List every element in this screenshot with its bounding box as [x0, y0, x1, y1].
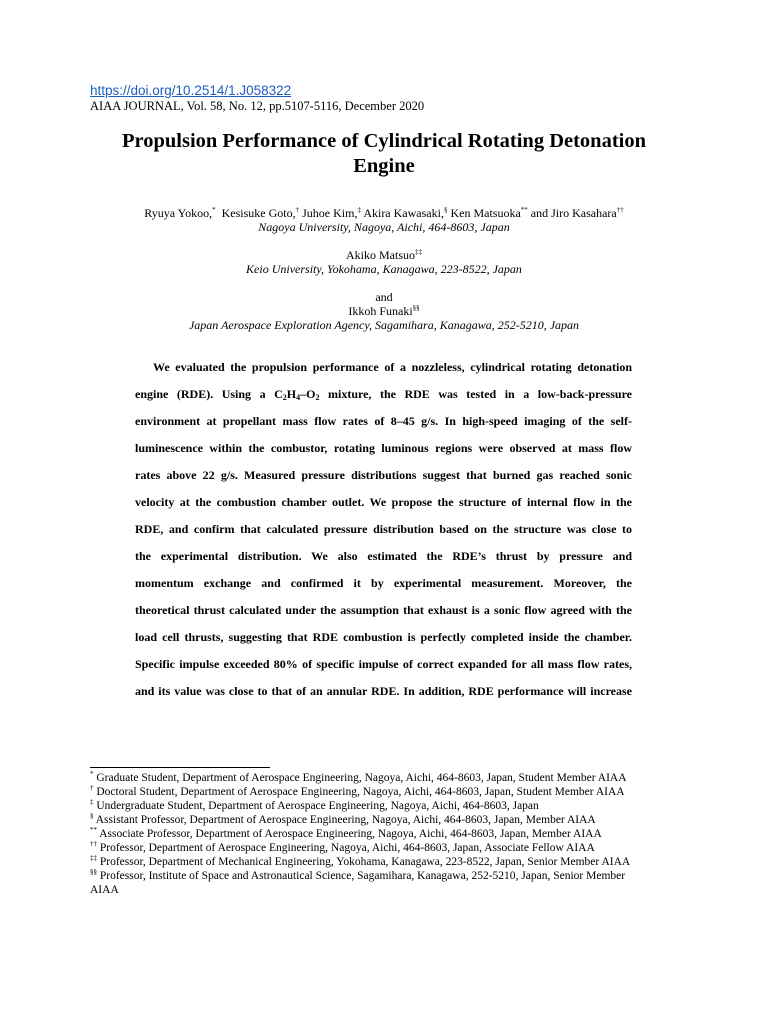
author-name: Ikkoh Funaki [348, 304, 413, 318]
abstract-line: engine (RDE). Using a $C_2H_4-O_2$ mixture, the RDE was tested in a low-back-pressure [135, 387, 633, 402]
footnote-mark: ** [520, 206, 528, 214]
footnote-mark: †† [616, 206, 624, 214]
author-name: Akiko Matsuo [346, 248, 415, 262]
title-line-2: Engine [353, 155, 415, 177]
author-list [60, 206, 708, 220]
footnote: †† Professor, Department of Aerospace Engineering, Nagoya, Aichi, 464-8603, Japan, Associate Fellow AIAA [90, 840, 595, 854]
author-name: Akira Kawasaki, [363, 206, 444, 220]
footnote-mark: * [212, 206, 216, 214]
footnote-mark: ‡ [357, 206, 361, 214]
author-matsuo [60, 248, 708, 262]
author-name: Ryuya Yokoo, [144, 206, 213, 220]
abstract-line: Specific impulse exceeded 80% of specific impulse of correct expanded for all mass flow rates, [135, 657, 632, 671]
author-name: Jiro Kasahara [551, 206, 617, 220]
footnote: ‡‡ Professor, Department of Mechanical Engineering, Yokohama, Kanagawa, 223-8522, Japan, Senior Member AIAA [90, 854, 631, 868]
abstract-line: RDE, and confirm that calculated pressure distribution based on the structure was close to [135, 522, 632, 536]
footnote-divider [90, 767, 270, 768]
footnote: § Assistant Professor, Department of Aerospace Engineering, Nagoya, Aichi, 464-8603, Japan, Member AIAA [90, 812, 596, 826]
footnote-mark: † [295, 206, 300, 214]
footnote-continuation: AIAA [90, 884, 119, 896]
abstract [135, 354, 632, 705]
journal-citation: AIAA JOURNAL, Vol. 58, No. 12, pp.5107-5116, December 2020 [90, 99, 425, 113]
footnote: † Doctoral Student, Department of Aerospace Engineering, Nagoya, Aichi, 464-8603, Japan, Student Member AIAA [90, 784, 625, 798]
footnote: §§ Professor, Institute of Space and Astronautical Science, Sagamihara, Kanagawa, 252-5210, Japan, Senior Member [90, 868, 626, 882]
footnote-mark: §§ [412, 304, 420, 312]
footnote: ‡ Undergraduate Student, Department of Aerospace Engineering, Nagoya, Aichi, 464-8603, Japan [90, 798, 539, 812]
abstract-line: rates above 22 g/s. Measured pressure distributions suggest that burned gas reached sonic [135, 468, 632, 482]
abstract-line: the experimental distribution. We also estimated the RDE’s thrust by pressure and [135, 549, 632, 563]
footnote-mark: § [443, 206, 448, 214]
author-conjunction-and: and [375, 290, 393, 304]
abstract-line: We evaluated the propulsion performance of a nozzleless, cylindrical rotating detonation [153, 360, 632, 374]
abstract-line: luminescence within the combustor, rotating luminous regions were observed at mass flow [135, 441, 632, 455]
abstract-line: theoretical thrust calculated under the assumption that exhaust is a sonic flow agreed with the [135, 603, 632, 617]
footnotes [90, 771, 690, 897]
abstract-line: and its value was close to that of an annular RDE. In addition, RDE performance will increase [135, 684, 632, 698]
author-name: Kesisuke Goto, [221, 206, 296, 220]
title-line-1: Propulsion Performance of Cylindrical Rotating Detonation [121, 130, 647, 152]
footnote: * Graduate Student, Department of Aerospace Engineering, Nagoya, Aichi, 464-8603, Japan, Student Member AIAA [90, 770, 627, 784]
doi-link[interactable]: https://doi.org/10.2514/1.J058322 [90, 83, 292, 98]
author-conjunction: and [530, 206, 549, 220]
abstract-line: momentum exchange and confirmed it by experimental measurement. Moreover, the [135, 576, 632, 590]
author-name: Juhoe Kim, [302, 206, 358, 220]
abstract-line: environment at propellant mass flow rates of 8–45 g/s. In high-speed imaging of the self- [135, 414, 632, 428]
footnote-mark: ‡‡ [415, 248, 422, 256]
author-name: Ken Matsuoka [450, 206, 521, 220]
author-funaki [60, 304, 708, 318]
paper-title [60, 129, 708, 179]
footnote: ** Associate Professor, Department of Aerospace Engineering, Nagoya, Aichi, 464-8603, Japan, Member AIAA [90, 826, 602, 840]
affiliation-nagoya: Nagoya University, Nagoya, Aichi, 464-8603, Japan [258, 220, 510, 234]
affiliation-keio: Keio University, Yokohama, Kanagawa, 223-8522, Japan [246, 262, 522, 276]
affiliation-jaxa: Japan Aerospace Exploration Agency, Sagamihara, Kanagawa, 252-5210, Japan [188, 318, 580, 332]
abstract-line: velocity at the combustion chamber outlet. We propose the structure of internal flow in the [135, 495, 632, 509]
abstract-line: load cell thrusts, suggesting that RDE combustion is perfectly completed inside the chamber. [135, 630, 632, 644]
